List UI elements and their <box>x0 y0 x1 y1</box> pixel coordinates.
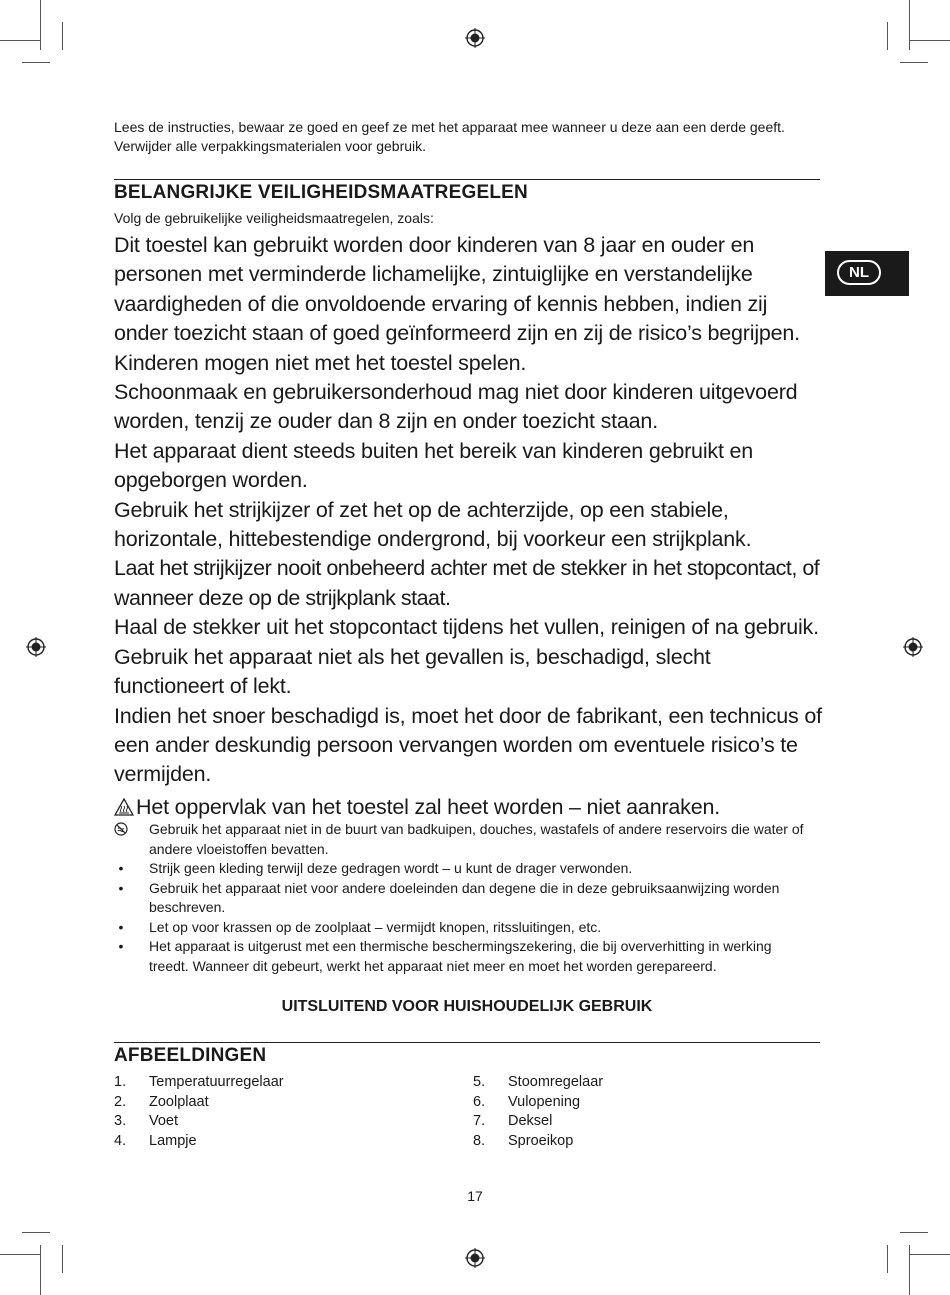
safety-paragraph: Laat het strijkijzer nooit onbeheerd achter met de stekker in het stopcontact, of wanneer deze op de strijkplank staat. <box>114 556 820 610</box>
list-item-text: Gebruik het apparaat niet voor andere doeleinden dan degene die in deze gebruiksaanwijzing worden beschreven. <box>149 879 780 915</box>
figure-label: Zoolplaat <box>149 1093 209 1110</box>
figure-label: Sproeikop <box>508 1133 574 1150</box>
list-item <box>114 1093 284 1113</box>
figure-label: Vulopening <box>508 1093 581 1110</box>
safety-paragraph: Gebruik het strijkijzer of zet het op de achterzijde, op een stabiele, horizontale, hittebestendige ondergrond, bij voorkeur een strijkplank. <box>114 497 752 552</box>
hot-surface-warning <box>114 794 720 820</box>
crop-mark <box>910 40 950 41</box>
list-item-text: Het apparaat is uitgerust met een thermische beschermingszekering, die bij oververhitting in werking treedt. Wanneer dit gebeurt, werkt het apparaat niet meer en moet het worden gerepareerd. <box>149 938 772 974</box>
crop-mark <box>0 40 40 41</box>
intro-text: Lees de instructies, bewaar ze goed en geef ze met het apparaat mee wanneer u deze aan een derde geeft. Verwijder alle verpakkingsmaterialen voor gebruik. <box>114 119 785 154</box>
crop-mark <box>22 1232 50 1233</box>
figures-heading: AFBEELDINGEN <box>114 1045 267 1066</box>
crop-mark <box>62 1245 63 1273</box>
list-item <box>114 918 804 938</box>
crop-mark <box>909 0 910 50</box>
crop-mark <box>887 1245 888 1273</box>
list-item <box>473 1132 603 1152</box>
safety-bullet-list <box>114 820 804 976</box>
safety-paragraph: Het apparaat dient steeds buiten het bereik van kinderen gebruikt en opgeborgen worden. <box>114 438 754 493</box>
figure-number: 7. <box>473 1113 486 1130</box>
list-item-text: Let op voor krassen op de zoolplaat – vermijdt knopen, ritssluitingen, etc. <box>149 918 602 935</box>
crop-mark <box>910 1254 950 1255</box>
bullet-marker: • <box>118 879 124 896</box>
figure-label: Voet <box>149 1113 179 1130</box>
crop-mark <box>900 62 928 63</box>
list-item <box>114 1132 284 1152</box>
list-item <box>114 820 804 859</box>
crop-mark <box>40 0 41 50</box>
crop-mark <box>909 1245 910 1295</box>
figure-label: Temperatuurregelaar <box>149 1074 284 1090</box>
figure-number: 4. <box>114 1133 127 1150</box>
list-item <box>473 1093 603 1113</box>
crop-mark <box>0 1254 40 1255</box>
figure-label: Stoomregelaar <box>508 1074 604 1090</box>
figure-label: Deksel <box>508 1113 553 1130</box>
registration-mark-icon <box>465 1248 485 1268</box>
figures-list-left <box>114 1073 284 1152</box>
bullet-marker: • <box>118 918 124 935</box>
crop-mark <box>22 62 50 63</box>
list-item <box>114 1073 284 1093</box>
figure-number: 8. <box>473 1133 486 1150</box>
list-item <box>114 1112 284 1132</box>
crop-mark <box>900 1232 928 1233</box>
registration-mark-icon <box>903 637 923 657</box>
crop-mark <box>887 22 888 50</box>
safety-paragraph: Schoonmaak en gebruikersonderhoud mag niet door kinderen uitgevoerd worden, tenzij ze ouder dan 8 zijn en onder toezicht staan. <box>114 380 798 434</box>
list-item-text: Gebruik het apparaat niet in de buurt van badkuipen, douches, wastafels of andere reservoirs die water of andere vloeistoffen bevatten. <box>149 821 804 857</box>
no-water-icon <box>114 822 128 836</box>
list-item <box>473 1073 603 1093</box>
safety-heading: BELANGRIJKE VEILIGHEIDSMAATREGELEN <box>114 182 528 203</box>
hot-surface-warning-text: Het oppervlak van het toestel zal heet worden – niet aanraken. <box>136 795 721 819</box>
bullet-marker: • <box>118 860 124 876</box>
figure-number: 1. <box>114 1074 127 1090</box>
figure-number: 6. <box>473 1093 486 1110</box>
page-number: 17 <box>467 1188 483 1204</box>
figure-number: 5. <box>473 1074 486 1090</box>
crop-mark <box>62 22 63 50</box>
safety-paragraph: Gebruik het apparaat niet als het gevallen is, beschadigd, slecht functioneert of lekt. <box>114 644 711 699</box>
section-rule <box>114 1042 820 1043</box>
safety-paragraph: Haal de stekker uit het stopcontact tijdens het vullen, reinigen of na gebruik. <box>114 615 819 640</box>
figure-label: Lampje <box>149 1133 197 1150</box>
hot-surface-warning-icon <box>114 798 134 816</box>
figure-number: 2. <box>114 1093 127 1110</box>
safety-subtitle: Volg de gebruikelijke veiligheidsmaatregelen, zoals: <box>114 210 434 226</box>
list-item <box>114 879 804 918</box>
figures-list-right <box>473 1073 603 1152</box>
list-item <box>114 859 804 879</box>
household-only-notice: UITSLUITEND VOOR HUISHOUDELIJK GEBRUIK <box>281 998 653 1015</box>
registration-mark-icon <box>26 637 46 657</box>
bullet-marker: • <box>118 938 124 954</box>
figure-number: 3. <box>114 1113 127 1130</box>
list-item <box>473 1112 603 1132</box>
registration-mark-icon <box>465 28 485 48</box>
crop-mark <box>40 1245 41 1295</box>
language-tab <box>825 251 909 296</box>
safety-paragraph: Dit toestel kan gebruikt worden door kinderen van 8 jaar en ouder en personen met verminderde lichamelijke, zintuiglijke en verstandelijke vaardigheden of die onvoldoende ervaring of kennis hebben, indien zij onder toezicht staan of goed geïnformeerd zijn en zij de risico’s begrijpen. <box>114 233 800 346</box>
language-tab-label: NL <box>837 260 881 285</box>
safety-paragraph: Kinderen mogen niet met het toestel spelen. <box>114 350 527 375</box>
safety-paragraph: Indien het snoer beschadigd is, moet het door de fabrikant, een technicus of een ander deskundig persoon vervangen worden om eventuele risico’s te vermijden. <box>114 703 822 787</box>
section-rule <box>114 179 820 180</box>
list-item-text: Strijk geen kleding terwijl deze gedragen wordt – u kunt de drager verwonden. <box>149 860 633 876</box>
safety-paragraphs <box>114 231 826 790</box>
list-item <box>114 937 804 976</box>
